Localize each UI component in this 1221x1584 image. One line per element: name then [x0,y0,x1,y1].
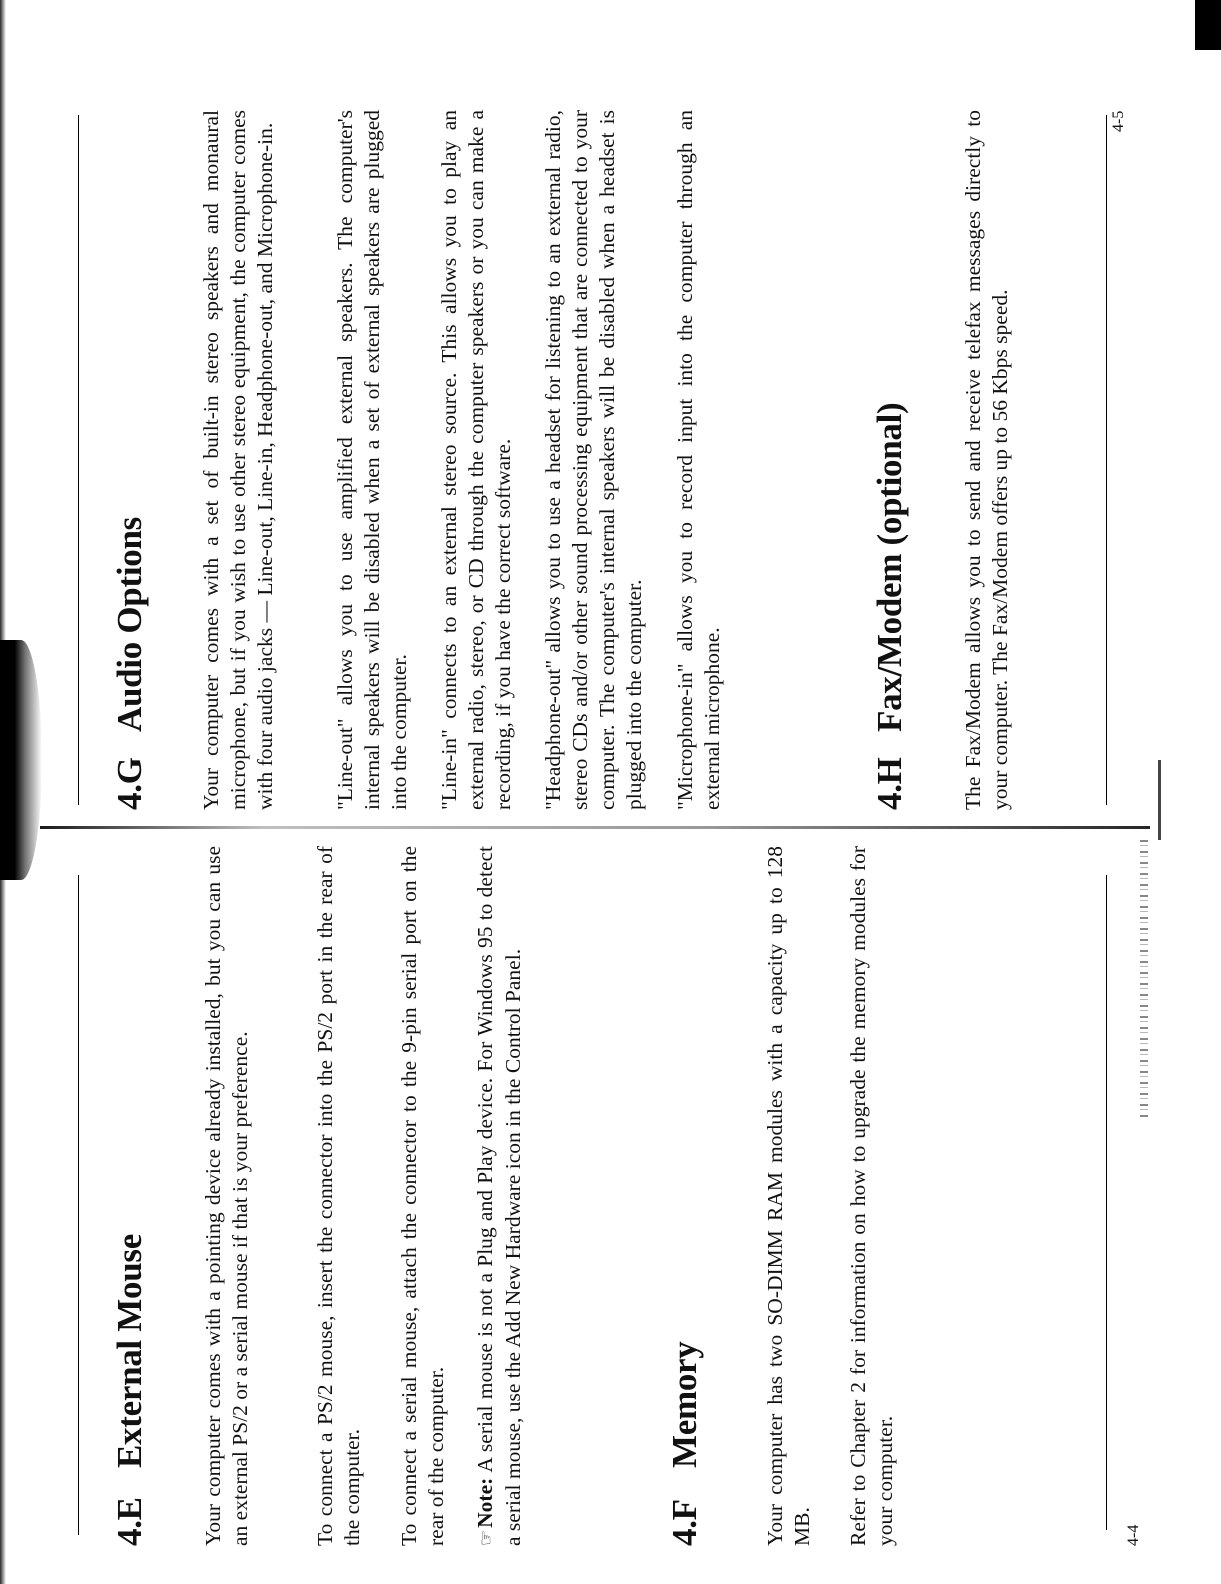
paragraph-text: Your computer comes with a pointing device already installed, but you can use an external PS/2 or a serial mouse if that is your preference. [201,846,252,1546]
page-fold-line [40,826,1150,829]
paragraph [312,846,366,1546]
section-external-mouse [110,846,150,1546]
section-heading [665,846,705,1546]
note-label: Note: [473,1477,497,1528]
paragraph [200,846,254,1546]
scan-mark [1158,760,1161,840]
paragraph [198,110,279,810]
binding-edge [0,640,42,880]
page-number: 4-4 [1125,1524,1142,1546]
paragraph-text: To connect a PS/2 mouse, insert the connector into the PS/2 port in the rear of the computer. [313,846,364,1546]
section-number: 4.G [110,757,149,810]
paragraph [396,846,450,1546]
paragraph [436,110,517,810]
paragraph-text: To connect a serial mouse, attach the connector to the 9-pin serial port on the rear of the computer. [397,846,448,1546]
right-page [100,110,1150,810]
left-page-top-rule [78,875,79,1535]
paragraph-text: "Line-in" connects to an external stereo source. This allows you to play an external radio, stereo, or CD through the computer speakers or you can make a recording, if you have the correct software. [437,110,515,810]
paragraph-text: Your computer has two SO-DIMM RAM modules with a capacity up to 128 MB. [763,846,814,1546]
section-title: Memory [665,1341,704,1468]
paragraph [960,110,1014,810]
paragraph-text: The Fax/Modem allows you to send and receive telefax messages directly to your computer. The Fax/Modem offers up to 56 Kbps speed. [961,110,1012,810]
section-memory [665,846,705,1546]
paragraph-text: "Headphone-out" allows you to use a headset for listening to an external radio, stereo CDs and/or other sound processing equipment that are connected to your computer. The computer's internal speakers will be disabled when a headset is plugged into the computer. [541,110,646,810]
left-page [100,846,1150,1546]
paragraph [540,110,648,810]
paragraph-text: Your computer comes with a set of built-in stereo speakers and monaural microphone, but if you wish to use other stereo equipment, the computer comes with four audio jacks — Line-out, Line-in, Headphone-out, and Microphone-in. [199,110,277,810]
paragraph [845,846,899,1546]
section-title: External Mouse [110,1234,149,1468]
section-heading [110,110,150,810]
paragraph [672,110,726,810]
paragraph-text: "Line-out" allows you to use amplified external speakers. The computer's internal speakers will be disabled when a set of external speakers are plugged into the computer. [333,110,411,810]
paragraph-text: Refer to Chapter 2 for information on how to upgrade the memory modules for your computer. [846,846,897,1546]
section-title: Fax/Modem (optional) [870,402,909,732]
section-number: 4.E [110,1497,149,1546]
section-heading [870,110,910,810]
section-title: Audio Options [110,517,149,732]
paragraph [762,846,816,1546]
pointing-hand-icon: ☞ [476,1529,496,1546]
paragraph [332,110,413,810]
section-fax-modem [870,110,910,810]
paragraph-text: "Microphone-in" allows you to record input into the computer through an external microphone. [673,110,724,810]
section-number: 4.F [665,1499,704,1546]
page-number: 4-5 [1110,110,1127,132]
section-audio-options [110,110,150,810]
right-page-top-rule [78,115,79,805]
section-number: 4.H [870,757,909,810]
note-text: A serial mouse is not a Plug and Play device. For Windows 95 to detect a serial mouse, use the Add New Hardware icon in the Control Panel. [473,846,525,1546]
section-heading [110,846,150,1546]
note-paragraph [472,846,527,1546]
tab-marker [1195,0,1221,50]
